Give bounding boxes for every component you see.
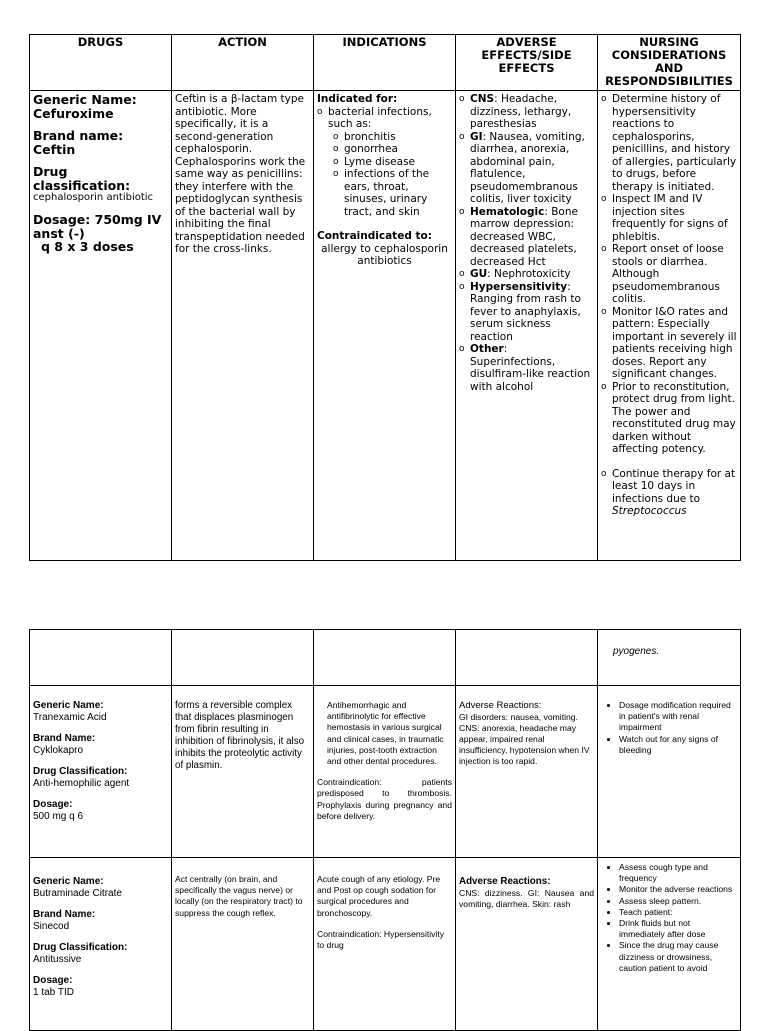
action-cell — [172, 858, 314, 1031]
adverse-label: Adverse Reactions: — [459, 876, 551, 887]
drug-cell — [30, 858, 172, 1031]
nursing-list — [601, 93, 737, 518]
brand-name-label: Brand Name: — [33, 909, 96, 920]
dosage-label: Dosage: — [33, 975, 73, 986]
nursing-last-italic: Streptococcus — [612, 505, 687, 517]
indicated-for-label: Indicated for: — [317, 93, 398, 105]
header-nursing-considerations: NURSING CONSIDERATIONS AND RESPONDSIBILITIES — [598, 35, 741, 91]
table-row-tranexamic — [30, 686, 741, 858]
dosage-value: 500 mg q 6 — [33, 811, 84, 822]
action-cell — [172, 91, 314, 561]
header-row — [30, 35, 741, 91]
generic-name-label: Generic Name: — [33, 92, 137, 107]
adverse-text: : Ranging from rash to fever to anaphylaxis, serum sickness reaction — [470, 280, 581, 343]
dosage-line-2: anst (-) — [33, 225, 85, 241]
list-item: • Assess cough type and frequency — [619, 862, 737, 884]
brand-name-value: Sinecod — [33, 921, 70, 932]
action-cell — [172, 686, 314, 858]
list-item: o Inspect IM and IV injection sites frequently for signs of phlebitis. — [601, 193, 737, 243]
adverse-effects-list — [459, 93, 594, 393]
list-item: o infections of the ears, throat, sinuses, urinary tract, and skin — [333, 168, 452, 218]
list-item: o Lyme disease — [333, 156, 452, 169]
nursing-list — [601, 700, 737, 756]
list-item: o Determine history of hypersensitivity reactions to cephalosporins, penicillins, and history of allergies, particularly to drugs, before therapy is initiated. — [601, 93, 737, 193]
generic-name-value: Cefuroxime — [33, 105, 114, 121]
list-item: • Teach patient: — [619, 907, 737, 918]
adverse-effects-cell — [456, 91, 598, 561]
adverse-text: : Nausea, vomiting, diarrhea, anorexia, abdominal pain, flatulence, pseudomembranous colitis, liver toxicity — [470, 130, 585, 205]
list-item: • Dosage modification required in patient's with renal impairment — [619, 700, 737, 734]
continuation-row — [30, 630, 741, 686]
adverse-label: CNS — [470, 93, 495, 105]
drug-cell — [30, 686, 172, 858]
adverse-text: CNS: dizziness. GI: Nausea and vomiting, diarrhea. Skin: rash — [459, 888, 594, 910]
list-item — [459, 206, 594, 269]
header-drugs: DRUGS — [30, 35, 172, 91]
adverse-text: : Superinfections, disulfiram-like reaction with alcohol — [470, 343, 591, 393]
list-item — [601, 468, 737, 518]
drug-study-table-1 — [29, 34, 741, 561]
adverse-text: : Bone marrow depression: decreased WBC, decreased platelets, decreased Hct — [470, 205, 578, 268]
drug-classification-value: cephalosporin antibiotic — [33, 192, 154, 203]
nursing-considerations-cell — [598, 858, 741, 1031]
drug-classification-label: Drug Classification: — [33, 766, 128, 777]
drug-study-table-2 — [29, 629, 741, 1031]
adverse-label: Other — [470, 343, 504, 355]
list-item: • Assess sleep pattern. — [619, 896, 737, 907]
drug-cell — [30, 91, 172, 561]
indications-text: Acute cough of any etiology. Pre and Post op cough sodation for surgical procedures and bronchoscopy. — [317, 874, 441, 918]
indications-sublist — [333, 131, 452, 219]
list-item: • Since the drug may cause dizziness or drowsiness, caution patient to avoid — [619, 940, 737, 974]
adverse-text: GI disorders: nausea, vomiting. CNS: anorexia, headache may appear, impaired renal insufficiency, hypotension when IV injection is too rapid. — [459, 711, 590, 767]
adverse-label: Hypersensitivity — [470, 280, 568, 293]
nursing-list — [601, 862, 737, 974]
contraindicated-label: Contraindicated to: — [317, 230, 432, 242]
indications-cell — [314, 91, 456, 561]
brand-name-label: Brand name: — [33, 128, 124, 143]
list-item: • Watch out for any signs of bleeding — [619, 734, 737, 756]
list-item: • Monitor the adverse reactions — [619, 884, 737, 895]
dosage-line-1: Dosage: 750mg IV — [33, 212, 162, 227]
list-item: o Report onset of loose stools or diarrhea. Although pseudomembranous colitis. — [601, 243, 737, 306]
generic-name-value: Butraminade Citrate — [33, 888, 122, 899]
adverse-effects-cell — [456, 686, 598, 858]
drug-classification-value: Anti-hemophilic agent — [33, 778, 130, 789]
nursing-last-text: Continue therapy for at least 10 days in infections due to — [612, 467, 736, 505]
action-text: forms a reversible complex that displaces plasminogen from fibrin resulting in inhibition of fibrinolysis, it also inhibits the proteolytic activity of plasmin. — [175, 700, 305, 771]
adverse-effects-cell — [456, 858, 598, 1031]
drug-classification-label: Drug classification: — [33, 164, 131, 193]
brand-name-value: Ceftin — [33, 141, 76, 157]
list-item: • Drink fluids but not immediately after dose — [619, 918, 737, 940]
generic-name-value: Tranexamic Acid — [33, 712, 107, 723]
list-item — [459, 268, 594, 281]
indications-cell — [314, 686, 456, 858]
drug-classification-label: Drug Classification: — [33, 942, 128, 953]
list-item: o gonorrhea — [333, 143, 452, 156]
list-item — [459, 343, 594, 393]
generic-name-label: Generic Name: — [33, 700, 104, 711]
list-item: o Prior to reconstitution, protect drug from light. The power and reconstituted drug may darken without affecting potency. — [601, 381, 737, 456]
adverse-label: Adverse Reactions: — [459, 700, 542, 711]
indications-cell — [314, 858, 456, 1031]
generic-name-label: Generic Name: — [33, 876, 104, 887]
contraindication-text: Contraindication: Hypersensitivity to drug — [317, 928, 445, 951]
adverse-text: : Nephrotoxicity — [487, 268, 571, 280]
dosage-value: 1 tab TID — [33, 987, 74, 998]
adverse-text: : Headache, dizziness, lethargy, paresthesias — [470, 93, 572, 130]
header-adverse-effects: ADVERSE EFFECTS/SIDE EFFECTS — [456, 35, 598, 91]
table-row-butamirate — [30, 858, 741, 1031]
header-action: ACTION — [172, 35, 314, 91]
dosage-line-3: q 8 x 3 doses — [41, 239, 134, 254]
adverse-label: Hematologic — [470, 205, 545, 218]
list-item — [459, 93, 594, 131]
header-indications: INDICATIONS — [314, 35, 456, 91]
nursing-considerations-cell — [598, 686, 741, 858]
table-row-cefuroxime — [30, 91, 741, 561]
indications-text: Antihemorrhagic and antifibrinolytic for effective hemostasis in various surgical and clinical cases, in traumatic injuries, post-tooth extraction and other dental procedures. — [327, 700, 444, 767]
dosage-label: Dosage: — [33, 799, 73, 810]
continued-text: pyogenes. — [613, 646, 660, 657]
brand-name-label: Brand Name: — [33, 733, 96, 744]
contraindication-text: Contraindication: patients predisposed to thrombosis. Prophylaxis during pregnancy and before delivery. — [317, 777, 452, 821]
drug-classification-value: Antitussive — [33, 954, 82, 965]
list-item: o bacterial infections, such as: — [317, 106, 452, 131]
list-item: o bronchitis — [333, 131, 452, 144]
indications-list — [317, 106, 452, 131]
nursing-considerations-cell — [598, 91, 741, 561]
action-text: Act centrally (on brain, and specifically the vagus nerve) or locally (on the respiratory tract) to suppress the cough reflex. — [175, 874, 303, 918]
action-text: Ceftin is a β-lactam type antibiotic. More specifically, it is a second-generation cephalosporin. Cephalosporins work the same way as penicillins: they interfere with the peptidoglycan synthesis of the bacterial wall by inhibiting the final transpeptidation needed for the cross-links. — [175, 93, 306, 255]
list-item — [459, 131, 594, 206]
adverse-label: GI — [470, 130, 483, 143]
list-item — [459, 281, 594, 344]
brand-name-value: Cyklokapro — [33, 745, 84, 756]
continuation-cell — [598, 630, 741, 686]
list-item: o Monitor I&O rates and pattern: Especially important in severely ill patients receiving high doses. Report any significant changes. — [601, 306, 737, 381]
adverse-label: GU — [470, 268, 488, 280]
contraindicated-value: allergy to cephalosporin antibiotics — [321, 242, 448, 267]
